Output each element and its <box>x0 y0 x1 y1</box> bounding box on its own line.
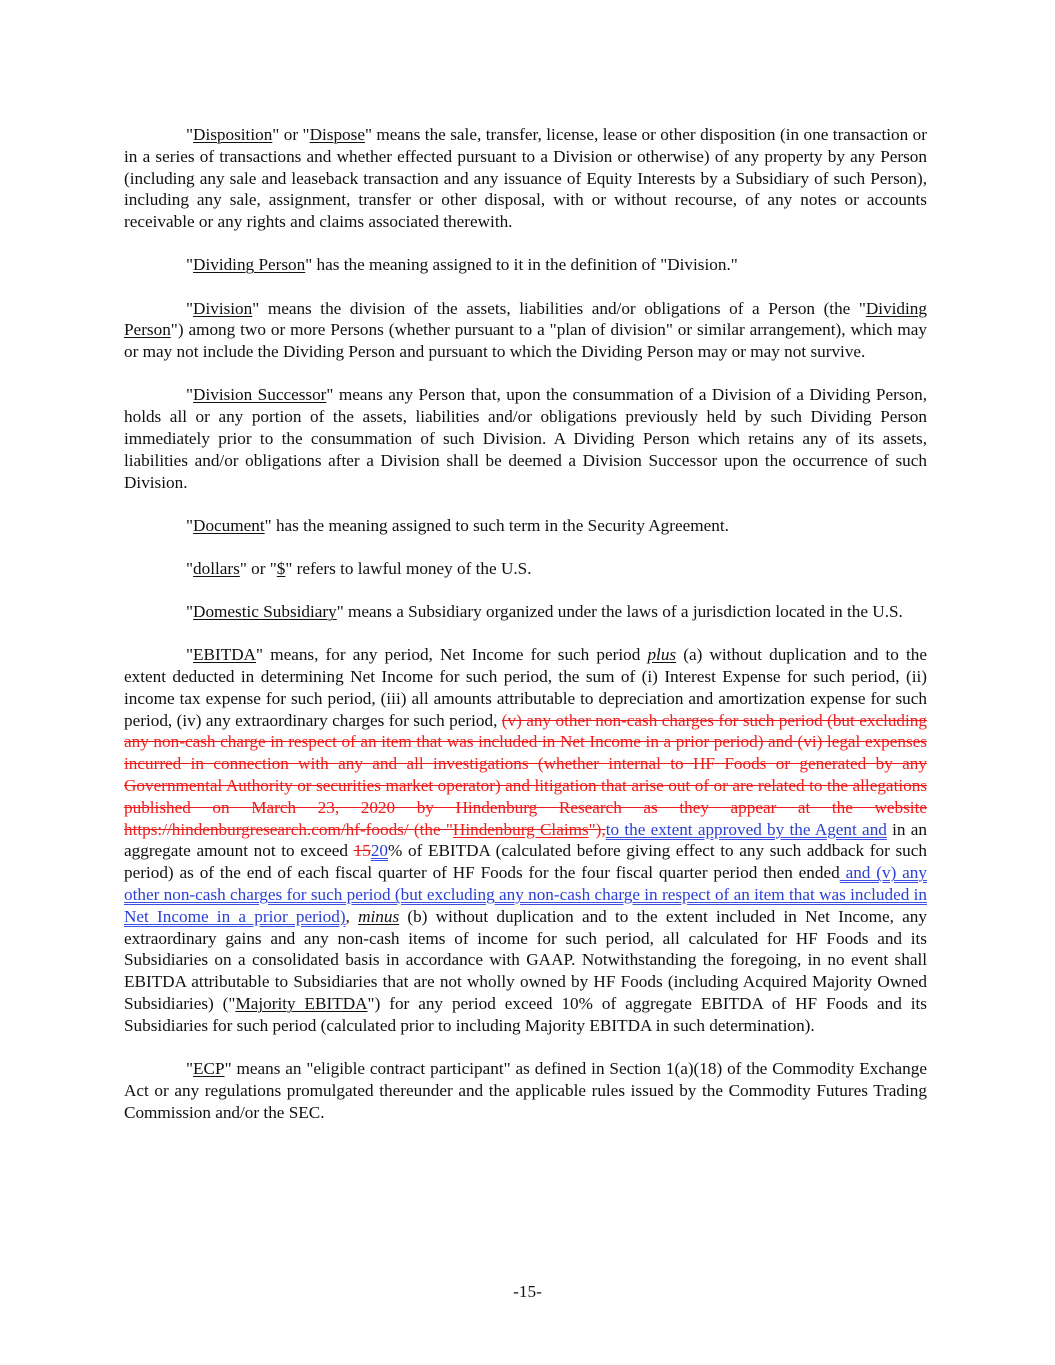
defined-term: Dividing Person <box>124 298 927 340</box>
inserted-text: and (v) any other non-cash charges for such period (but excluding any non-cash charge in respect of an item that was included in Net Income in a prior period) <box>124 863 927 926</box>
emphasis-plus: plus <box>647 645 677 665</box>
page-number: -15- <box>513 1282 542 1301</box>
deleted-percentage: 15 <box>353 841 371 861</box>
emphasis-minus: minus <box>358 906 400 926</box>
defined-term: EBITDA <box>193 645 257 665</box>
defined-term: Dividing Person <box>193 255 306 275</box>
definition-document: "Document" has the meaning assigned to such term in the Security Agreement. <box>186 515 729 535</box>
defined-term: $ <box>276 558 286 578</box>
defined-term: Domestic Subsidiary <box>193 602 337 622</box>
document-page <box>124 124 927 1145</box>
definition-division-successor: "Division Successor" means any Person that, upon the consummation of a Division of a Dividing Person, holds all or any portion of the assets, liabilities and/or obligations previously held by such Dividing Person immediately prior to the consummation of such Division. A Dividing Person which retains any of its assets, liabilities and/or obligations after a Division shall be deemed a Division Successor upon the occurrence of such Division. <box>124 385 927 492</box>
deleted-text: (v) any other non-cash charges for such period (but excluding any non-cash charge in respect of an item that was included in Net Income in a prior period) and (vi) legal expenses incurred in connection with any and all investigations (whether internal to HF Foods or generated by any Governmental Authority or securities market operator) and litigation that arise out of or are related to the allegations published on March 23, 2020 by Hindenburg Research as they appear at the website https://hindenburgresearch.com/hf-foods/ (the "Hindenburg Claims"), <box>124 710 927 839</box>
definition-dividing-person: "Dividing Person" has the meaning assigned to it in the definition of "Division." <box>186 255 738 275</box>
inserted-text: to the extent approved by the Agent and <box>605 819 887 839</box>
defined-term: Division Successor <box>193 385 327 405</box>
defined-term: dollars <box>193 558 240 578</box>
definition-ecp: "ECP" means an "eligible contract participant" as defined in Section 1(a)(18) of the Commodity Exchange Act or any regulations promulgated thereunder and the applicable rules issued by the Commodity Futures Trading Commission and/or the SEC. <box>124 1059 927 1122</box>
defined-term: Document <box>193 515 265 535</box>
definition-division: "Division" means the division of the assets, liabilities and/or obligations of a Person (the "Dividing Person") among two or more Persons (whether pursuant to a "plan of division" or similar arrangement), which may or may not include the Dividing Person and pursuant to which the Dividing Person may or may not survive. <box>124 298 927 362</box>
defined-term: Majority EBITDA <box>235 994 368 1014</box>
defined-term: Dispose <box>309 125 365 144</box>
definition-domestic-subsidiary: "Domestic Subsidiary" means a Subsidiary organized under the laws of a jurisdiction located in the U.S. <box>186 602 903 622</box>
defined-term: ECP <box>193 1059 225 1079</box>
defined-term: Disposition <box>193 125 273 144</box>
defined-term: Division <box>193 298 253 318</box>
definition-ebitda: "EBITDA" means, for any period, Net Income for such period plus (a) without duplication and to the extent deducted in determining Net Income for such period, the sum of (i) Interest Expense for such period, (ii) income tax expense for such period, (iii) all amounts attributable to depreciation and amortization expense for such period, (iv) any extraordinary charges for such period, (v) any other non-cash charges for such period (but excluding any non-cash charge in respect of an item that was included in Net Income in a prior period) and (vi) legal expenses incurred in connection with any and all investigations (whether internal to HF Foods or generated by any Governmental Authority or securities market operator) and litigation that arise out of or are related to the allegations published on March 23, 2020 by Hindenburg Research as they appear at the website https://hindenburgresearch.com/hf-foods/ (the "Hindenburg Claims"),to the extent approved by the Agent and in an aggregate amount not to exceed 1520% of EBITDA (calculated before giving effect to any such addback for such period) as of the end of each fiscal quarter of HF Foods for the four fiscal quarter period then ended and (v) any other non-cash charges for such period (but excluding any non-cash charge in respect of an item that was included in Net Income in a prior period), minus (b) without duplication and to the extent included in Net Income, any extraordinary gains and any non-cash items of income for such period, all calculated for HF Foods and its Subsidiaries on a consolidated basis in accordance with GAAP. Notwithstanding the foregoing, in no event shall EBITDA attributable to Subsidiaries that are not wholly owned by HF Foods (including Acquired Majority Owned Subsidiaries) ("Majority EBITDA") for any period exceed 10% of aggregate EBITDA of HF Foods and its Subsidiaries for such period (calculated prior to including Majority EBITDA in such determination). <box>124 645 928 1035</box>
deleted-defined-term: Hindenburg Claims <box>452 819 589 839</box>
inserted-percentage: 20 <box>370 841 389 861</box>
definition-dollars: "dollars" or "$" refers to lawful money of the U.S. <box>186 558 532 578</box>
definition-disposition: "Disposition" or "Dispose" means the sale, transfer, license, lease or other disposition (in one transaction or in a series of transactions and whether effected pursuant to a Division or otherwise) of any property by any Person (including any sale and leaseback transaction and any issuance of Equity Interests by a Subsidiary of such Person), including any sale, assignment, transfer or other disposal, with or without recourse, of any notes or accounts receivable or any rights and claims associated therewith. <box>124 125 927 232</box>
